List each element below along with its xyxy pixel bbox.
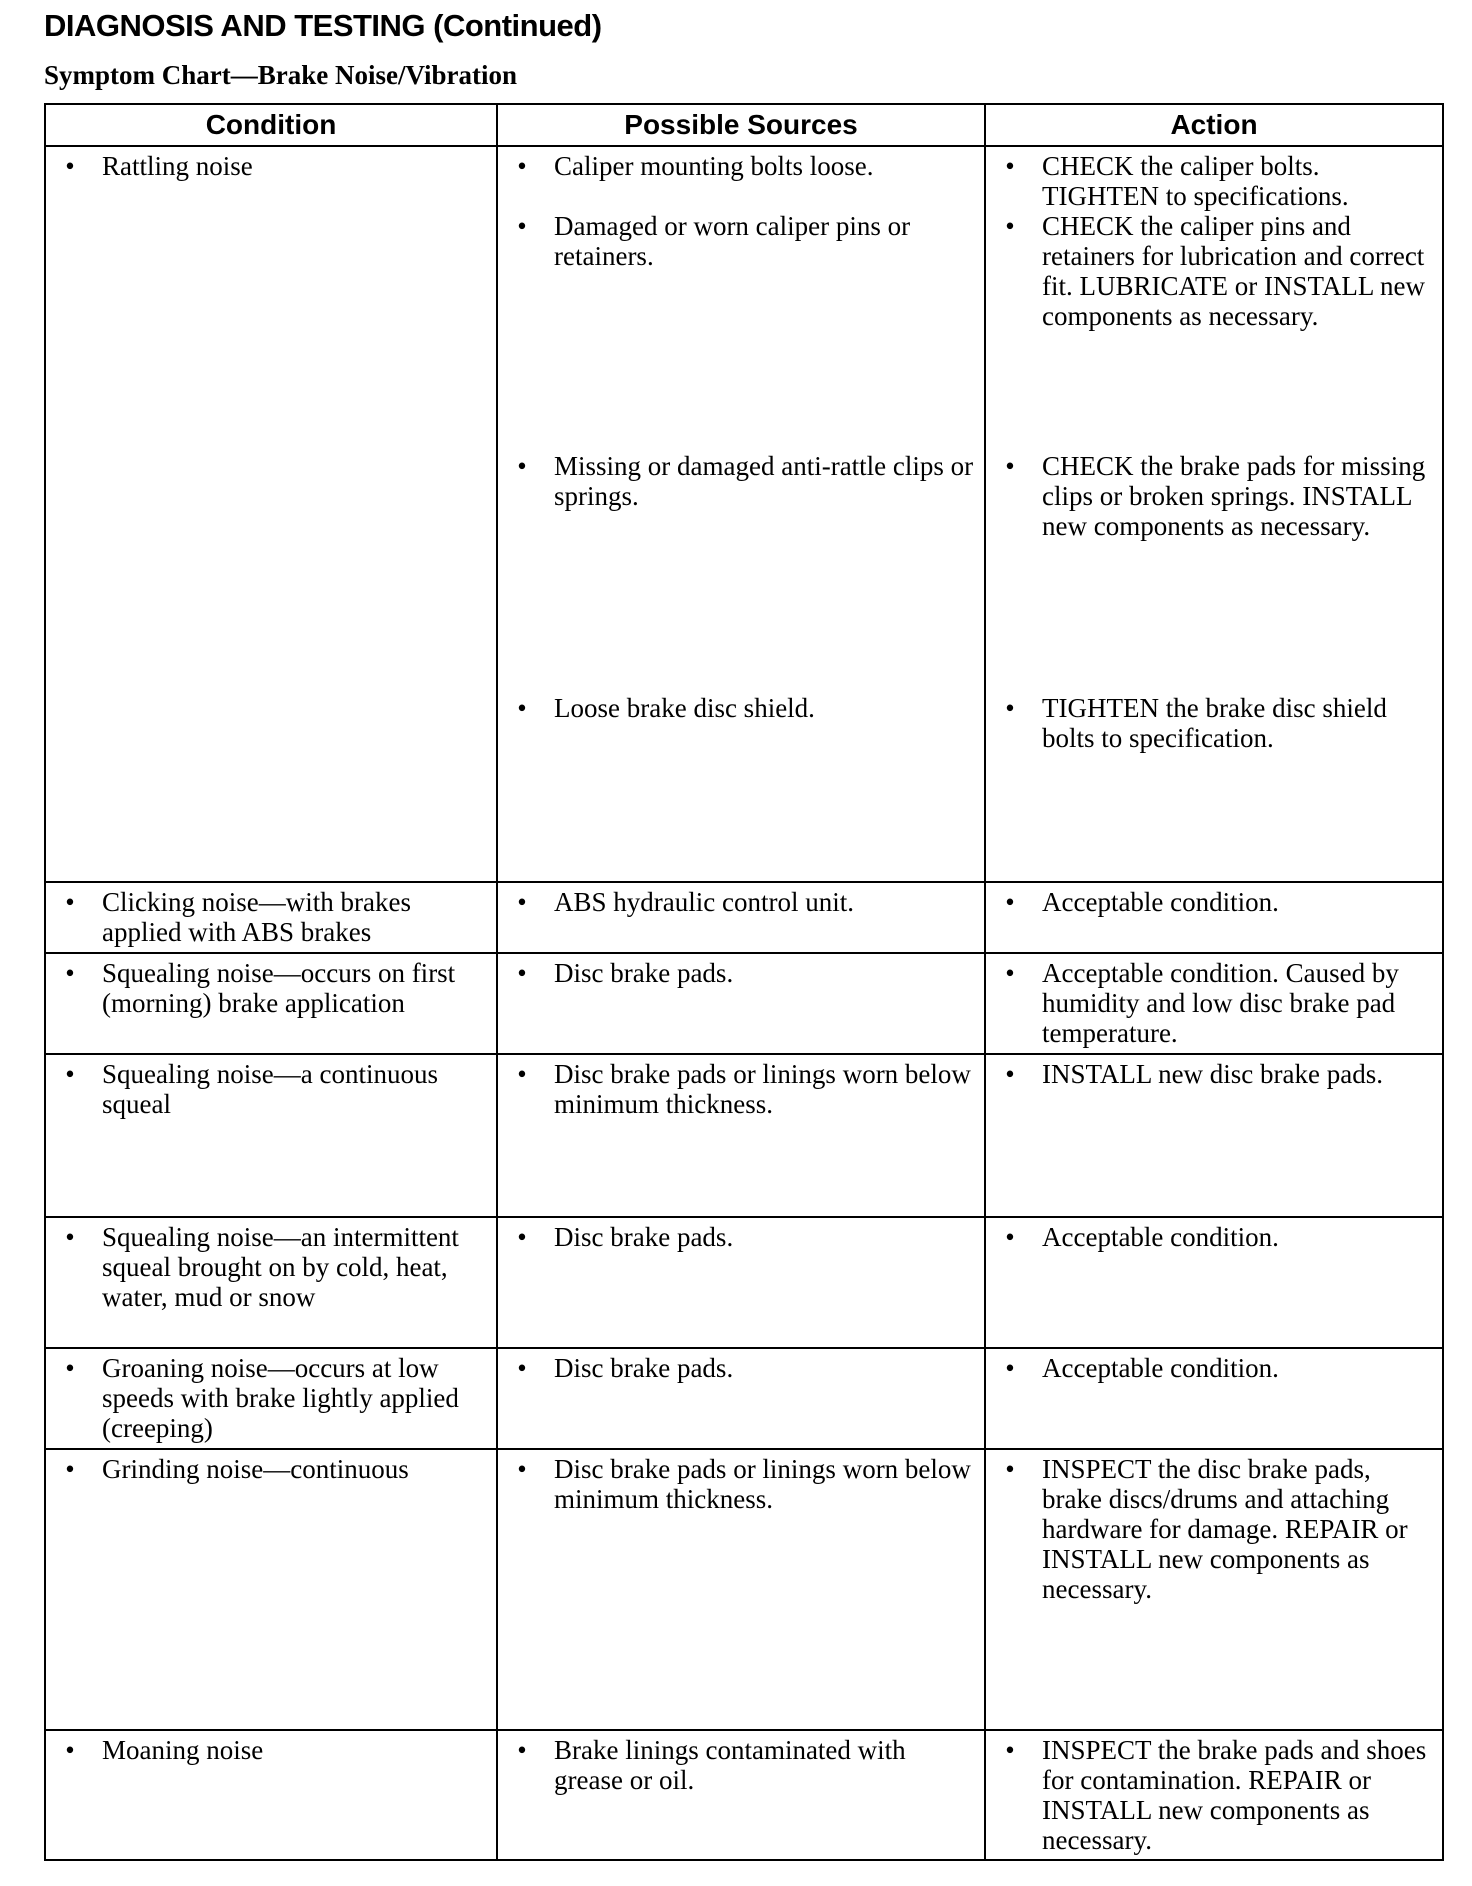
table-row [45,1449,1443,1730]
table-header-row [45,104,1443,146]
bullet-icon: • [1005,1059,1015,1089]
sources-cell [497,1348,985,1449]
bullet-icon: • [65,887,75,917]
list-item [58,887,486,947]
list-item [998,887,1432,917]
list-item [998,1454,1432,1604]
action-cell [985,1217,1443,1348]
sources-cell [497,1054,985,1217]
bullet-icon: • [65,1059,75,1089]
action-text: Acceptable condition. [1042,1353,1279,1383]
bullet-icon: • [517,211,527,241]
chart-title: Symptom Chart—Brake Noise/Vibration [44,60,517,90]
bullet-icon: • [1005,211,1015,241]
list-item [58,1454,486,1484]
list-item [58,1059,486,1119]
list-item [510,958,974,988]
sources-cell [497,953,985,1054]
list-item [510,887,974,917]
condition-text: Squealing noise—occurs on first (morning) brake application [102,958,456,1018]
table-row [45,1348,1443,1449]
list-item [998,1222,1432,1252]
list-item [510,1222,974,1252]
list-item [510,1059,974,1119]
list-item [58,1353,486,1443]
list-item [998,1059,1432,1089]
action-text: INSPECT the disc brake pads, brake discs/drums and attaching hardware for damage. REPAIR or INSTALL new components as necessary. [1042,1454,1408,1604]
condition-text: Groaning noise—occurs at low speeds with brake lightly applied (creeping) [102,1353,459,1443]
condition-cell [45,1730,497,1860]
source-text: Disc brake pads. [554,958,734,988]
condition-text: Clicking noise—with brakes applied with ABS brakes [102,887,411,947]
action-text: INSTALL new disc brake pads. [1042,1059,1383,1089]
action-text: TIGHTEN the brake disc shield bolts to specification. [1042,693,1387,753]
bullet-icon: • [517,451,527,481]
condition-text: Grinding noise—continuous [102,1454,409,1484]
list-item [998,451,1432,693]
bullet-icon: • [1005,1735,1015,1765]
bullet-icon: • [1005,451,1015,481]
sources-cell [497,882,985,953]
list-item [998,211,1432,451]
source-text: Disc brake pads. [554,1222,734,1252]
source-text: Brake linings contaminated with grease or oil. [554,1735,906,1795]
bullet-icon: • [1005,693,1015,723]
table-row [45,882,1443,953]
sources-cell [497,1449,985,1730]
source-text: Disc brake pads or linings worn below minimum thickness. [554,1454,971,1514]
sources-cell [497,1217,985,1348]
bullet-icon: • [1005,1454,1015,1484]
condition-cell [45,882,497,953]
action-text: CHECK the brake pads for missing clips or broken springs. INSTALL new components as necessary. [1042,451,1426,541]
list-item [510,211,974,451]
condition-cell [45,953,497,1054]
action-text: Acceptable condition. [1042,1222,1279,1252]
bullet-icon: • [517,958,527,988]
bullet-icon: • [517,1059,527,1089]
condition-text: Squealing noise—an intermittent squeal brought on by cold, heat, water, mud or snow [102,1222,459,1312]
bullet-icon: • [517,887,527,917]
bullet-icon: • [1005,151,1015,181]
action-cell [985,1730,1443,1860]
action-cell [985,1054,1443,1217]
condition-text: Moaning noise [102,1735,264,1765]
action-cell [985,1449,1443,1730]
action-text: Acceptable condition. Caused by humidity and low disc brake pad temperature. [1042,958,1399,1048]
list-item [510,151,974,211]
list-item [58,151,486,181]
condition-cell [45,1217,497,1348]
symptom-chart-table [44,103,1444,1861]
column-header-condition: Condition [45,104,497,146]
sources-cell [497,1730,985,1860]
list-item [58,1735,486,1765]
condition-text: Squealing noise—a continuous squeal [102,1059,438,1119]
table-row [45,146,1443,882]
action-cell [985,882,1443,953]
action-cell [985,1348,1443,1449]
table-row [45,1730,1443,1860]
column-header-action: Action [985,104,1443,146]
bullet-icon: • [65,958,75,988]
page-title: DIAGNOSIS AND TESTING (Continued) [44,8,602,43]
list-item [998,693,1432,753]
sources-cell [497,146,985,882]
list-item [998,958,1432,1048]
source-text: Missing or damaged anti-rattle clips or springs. [554,451,974,511]
bullet-icon: • [65,1353,75,1383]
table-row [45,953,1443,1054]
bullet-icon: • [517,693,527,723]
bullet-icon: • [517,1735,527,1765]
source-text: Loose brake disc shield. [554,693,815,723]
list-item [510,1353,974,1383]
action-text: INSPECT the brake pads and shoes for contamination. REPAIR or INSTALL new components as necessary. [1042,1735,1427,1855]
list-item [998,151,1432,211]
action-cell [985,953,1443,1054]
bullet-icon: • [517,1222,527,1252]
condition-cell [45,1054,497,1217]
list-item [510,451,974,693]
list-item [510,1735,974,1795]
action-text: CHECK the caliper bolts. TIGHTEN to specifications. [1042,151,1349,211]
bullet-icon: • [65,1735,75,1765]
condition-cell [45,146,497,882]
source-text: Damaged or worn caliper pins or retainers. [554,211,911,271]
action-cell [985,146,1443,882]
action-text: CHECK the caliper pins and retainers for lubrication and correct fit. LUBRICATE or INSTALL new components as necessary. [1042,211,1426,331]
bullet-icon: • [1005,1222,1015,1252]
action-text: Acceptable condition. [1042,887,1279,917]
bullet-icon: • [1005,887,1015,917]
column-header-possible-sources: Possible Sources [497,104,985,146]
table-row [45,1217,1443,1348]
condition-cell [45,1449,497,1730]
list-item [510,693,974,723]
bullet-icon: • [517,151,527,181]
bullet-icon: • [65,1222,75,1252]
source-text: Disc brake pads or linings worn below minimum thickness. [554,1059,971,1119]
bullet-icon: • [65,1454,75,1484]
condition-cell [45,1348,497,1449]
source-text: Disc brake pads. [554,1353,734,1383]
list-item [58,958,486,1018]
bullet-icon: • [517,1353,527,1383]
source-text: ABS hydraulic control unit. [554,887,854,917]
table-row [45,1054,1443,1217]
source-text: Caliper mounting bolts loose. [554,151,874,181]
condition-text: Rattling noise [102,151,253,181]
bullet-icon: • [517,1454,527,1484]
bullet-icon: • [1005,958,1015,988]
list-item [998,1353,1432,1383]
list-item [998,1735,1432,1855]
list-item [510,1454,974,1514]
list-item [58,1222,486,1312]
bullet-icon: • [1005,1353,1015,1383]
bullet-icon: • [65,151,75,181]
